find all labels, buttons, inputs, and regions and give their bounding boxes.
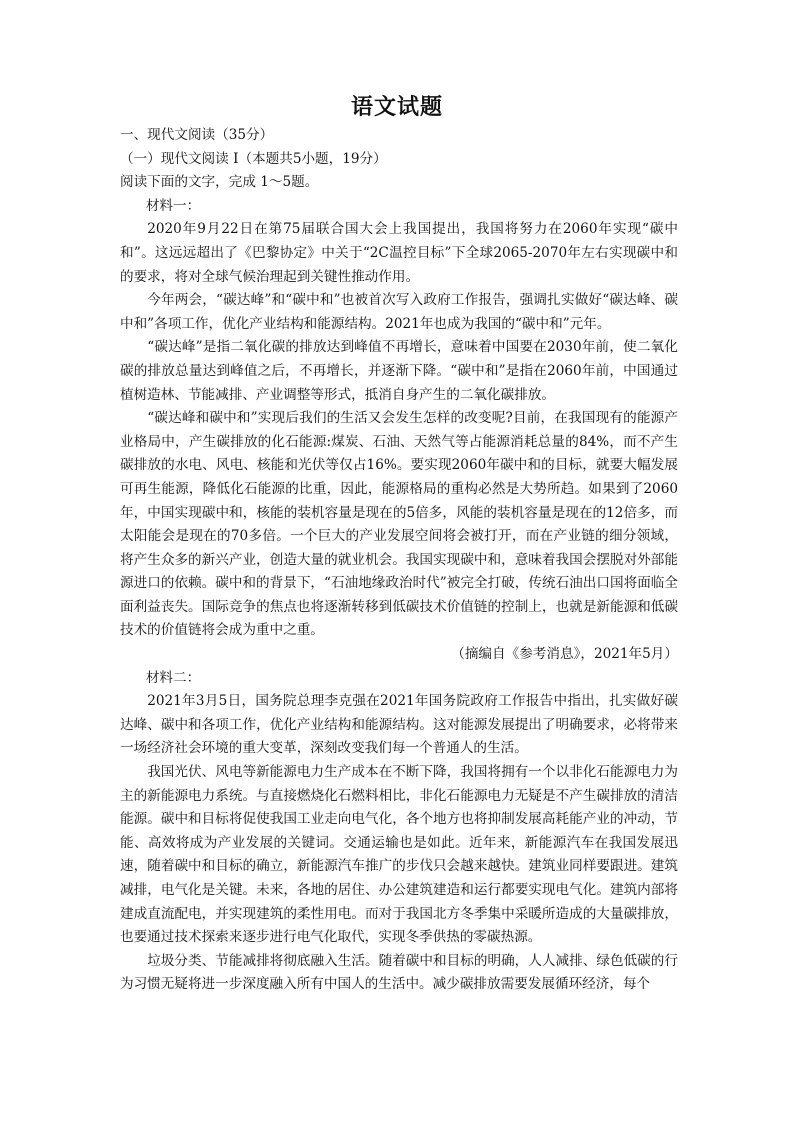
material-label: 材料一： [145,197,201,214]
paragraph: 2021年3月5日，国务院总理李克强在2021年国务院政府工作报告中指出，扎实做好碳达峰、碳中和各项工作，优化产业结构和能源结构。这对能源发展提出了明确要求，必将带来一场经济社会环境的重大变革，深刻改变我们每一个普通人的生活。 [120,693,678,757]
page-title: 语文试题 [350,94,443,120]
subsection-heading: （一）现代文阅读 I（本题共5小题，19分） [120,150,387,167]
paragraph: 今年两会，“碳达峰”和“碳中和”也被首次写入政府工作报告，强调扎实做好“碳达峰、碳中和”各项工作，优化产业结构和能源结构。2021年也成为我国的“碳中和”元年。 [120,292,678,332]
paragraph: “碳达峰”是指二氧化碳的排放达到峰值不再增长，意味着中国要在2030年前，使二氧化碳的排放总量达到峰值之后，不再增长，并逐渐下降。“碳中和”是指在2060年前，中国通过植树造林、节能减排、产业调整等形式，抵消自身产生的二氧化碳排放。 [120,339,678,403]
source-citation: （摘编自《参考消息》，2021年5月） [451,646,678,663]
material-label: 材料二： [145,669,201,686]
paragraph: 垃圾分类、节能减排将彻底融入生活。随着碳中和目标的明确，人人减排、绿色低碳的行为习惯无疑将进一步深度融入所有中国人的生活中。减少碳排放需要发展循环经济，每个 [120,952,678,993]
instruction: 阅读下面的文字，完成 1～5题。 [120,174,319,191]
paragraph: 我国光伏、风电等新能源电力生产成本在不断下降，我国将拥有一个以非化石能源电力为主的新能源电力系统。与直接燃烧化石燃料相比，非化石能源电力无疑是不产生碳排放的清洁能源。碳中和目标将促使我国工业走向电气化，各个地方也将抑制发展高耗能产业的冲动，节能、高效将成为产业发展的关键词。交通运输也是如此。近年来，新能源汽车在我国发展迅速，随着碳中和目标的确立，新能源汽车推广的步伐只会越来越快。建筑业同样要跟进。建筑减排，电气化是关键。未来，各地的居住、办公建筑建造和运行都要实现电气化。建筑内部将建成直流配电，并实现建筑的柔性用电。而对于我国北方冬季集中采暖所造成的大量碳排放，也要通过技术探索来逐步进行电气化取代，实现冬季供热的零碳热源。 [120,764,678,946]
paragraph: 2020年9月22日在第75届联合国大会上我国提出，我国将努力在2060年实现“碳中和”。这远远超出了《巴黎协定》中关于“2C温控目标”下全球2065-2070年左右实现碳中和的要求，将对全球气候治理起到关键性推动作用。 [120,221,678,285]
section-heading: 一、现代文阅读（35分） [120,127,274,143]
document-body [120,124,678,997]
paragraph: “碳达峰和碳中和”实现后我们的生活又会发生怎样的改变呢?目前，在我国现有的能源产业格局中，产生碳排放的化石能源:煤炭、石油、天然气等占能源消耗总量的84%，而不产生碳排放的水电、风电、核能和光伏等仅占16%。要实现2060年碳中和的目标，就要大幅发展可再生能源，降低化石能源的比重，因此，能源格局的重构必然是大势所趋。如果到了2060年，中国实现碳中和，核能的装机容量是现在的5倍多，风能的装机容量是现在的12倍多，而太阳能会是现在的70多倍。一个巨大的产业发展空间将会被打开，而在产业链的细分领域，将产生众多的新兴产业，创造大量的就业机会。我国实现碳中和，意味着我国会摆脱对外部能源进口的依赖。碳中和的背景下，“石油地缘政治时代”被完全打破，传统石油出口国将面临全面利益丧失。国际竞争的焦点也将逐渐转移到低碳技术价值链的控制上，也就是新能源和低碳技术的价值链将会成为重中之重。 [120,410,678,639]
